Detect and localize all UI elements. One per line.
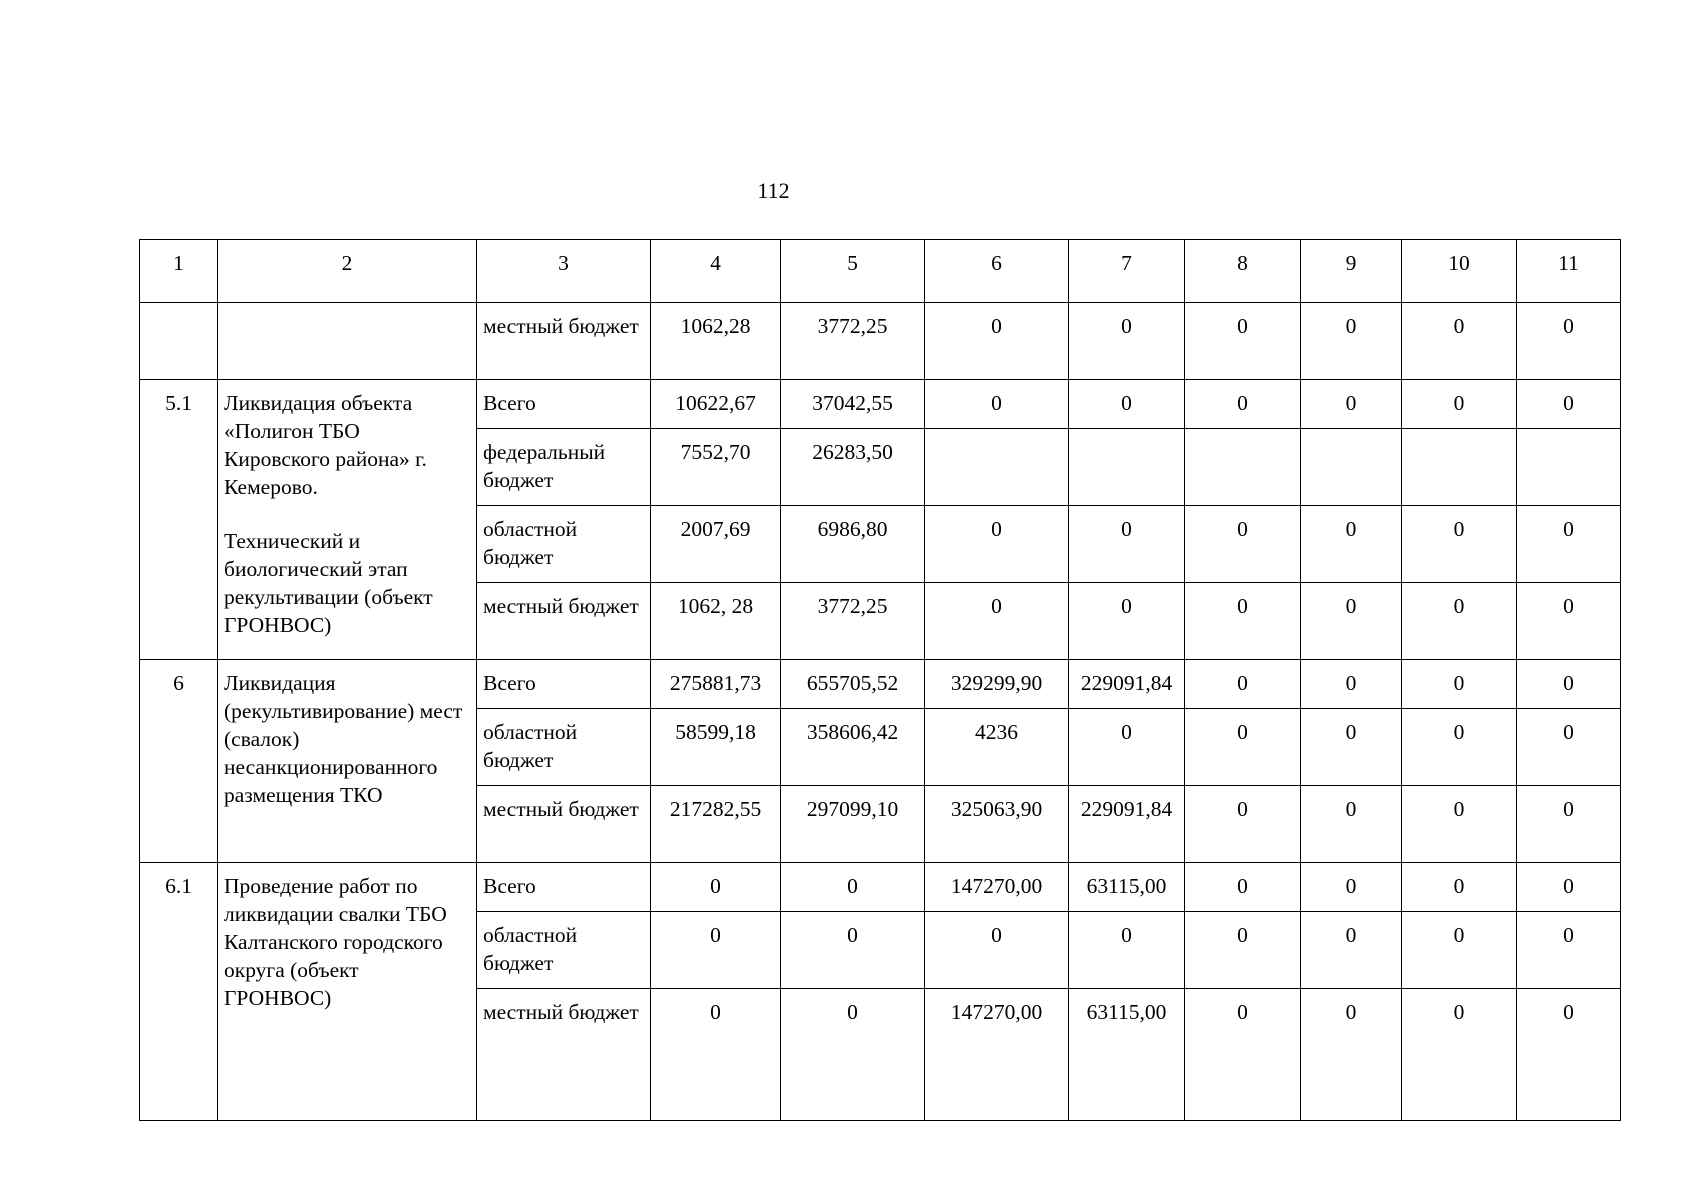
funding-source: областной бюджет [477, 709, 651, 786]
value-cell: 0 [1517, 380, 1621, 429]
item-name [218, 303, 477, 380]
table-row [140, 380, 1621, 429]
item-number: 6.1 [140, 863, 218, 1121]
value-cell: 655705,52 [781, 660, 925, 709]
value-cell: 0 [1517, 786, 1621, 863]
item-name-text: Ликвидация объекта «Полигон ТБО Кировского района» г. Кемерово. [224, 391, 427, 499]
value-cell: 0 [1517, 660, 1621, 709]
value-cell [925, 429, 1069, 506]
funding-source: Всего [477, 863, 651, 912]
header-cell: 5 [781, 240, 925, 303]
value-cell: 0 [1402, 303, 1517, 380]
value-cell: 2007,69 [651, 506, 781, 583]
value-cell: 1062,28 [651, 303, 781, 380]
header-cell: 6 [925, 240, 1069, 303]
value-cell [1402, 429, 1517, 506]
value-cell: 0 [1069, 303, 1185, 380]
header-cell: 11 [1517, 240, 1621, 303]
value-cell: 0 [1069, 709, 1185, 786]
value-cell: 0 [781, 912, 925, 989]
value-cell: 58599,18 [651, 709, 781, 786]
value-cell: 0 [1402, 380, 1517, 429]
value-cell: 0 [1517, 506, 1621, 583]
funding-source: областной бюджет [477, 506, 651, 583]
value-cell [1301, 429, 1402, 506]
table-row [140, 303, 1621, 380]
value-cell: 0 [1185, 709, 1301, 786]
value-cell: 0 [1185, 506, 1301, 583]
value-cell: 0 [925, 380, 1069, 429]
value-cell: 63115,00 [1069, 989, 1185, 1121]
value-cell [1069, 429, 1185, 506]
header-row [140, 240, 1621, 303]
page-number: 112 [757, 178, 790, 203]
header-cell: 1 [140, 240, 218, 303]
value-cell: 0 [651, 863, 781, 912]
value-cell: 0 [925, 583, 1069, 660]
value-cell: 0 [1402, 709, 1517, 786]
value-cell: 0 [1402, 583, 1517, 660]
value-cell: 10622,67 [651, 380, 781, 429]
header-cell: 4 [651, 240, 781, 303]
value-cell: 7552,70 [651, 429, 781, 506]
value-cell: 0 [1301, 303, 1402, 380]
table-row [140, 863, 1621, 912]
value-cell: 0 [1185, 786, 1301, 863]
value-cell: 0 [1301, 583, 1402, 660]
value-cell: 0 [1069, 912, 1185, 989]
value-cell: 0 [1185, 863, 1301, 912]
value-cell: 0 [1402, 506, 1517, 583]
value-cell: 0 [1301, 863, 1402, 912]
funding-source: местный бюджет [477, 303, 651, 380]
value-cell: 0 [1301, 709, 1402, 786]
value-cell: 0 [1517, 989, 1621, 1121]
value-cell: 0 [1069, 583, 1185, 660]
value-cell: 0 [781, 989, 925, 1121]
budget-table [139, 239, 1621, 1121]
item-number [140, 303, 218, 380]
header-cell: 3 [477, 240, 651, 303]
value-cell: 0 [1402, 912, 1517, 989]
value-cell: 0 [1402, 660, 1517, 709]
value-cell: 0 [1301, 660, 1402, 709]
value-cell: 0 [1517, 863, 1621, 912]
value-cell: 0 [781, 863, 925, 912]
header-cell: 9 [1301, 240, 1402, 303]
value-cell: 0 [1185, 660, 1301, 709]
header-cell: 8 [1185, 240, 1301, 303]
item-name-extra: Технический и биологический этап рекультивации (объект ГРОНВОС) [224, 529, 433, 637]
value-cell: 0 [1185, 380, 1301, 429]
value-cell: 6986,80 [781, 506, 925, 583]
value-cell: 3772,25 [781, 583, 925, 660]
value-cell: 0 [1185, 912, 1301, 989]
value-cell: 358606,42 [781, 709, 925, 786]
funding-source: местный бюджет [477, 786, 651, 863]
value-cell: 0 [1301, 989, 1402, 1121]
value-cell: 329299,90 [925, 660, 1069, 709]
value-cell: 0 [1301, 912, 1402, 989]
value-cell: 0 [1185, 583, 1301, 660]
value-cell: 0 [1069, 506, 1185, 583]
value-cell: 0 [1402, 786, 1517, 863]
item-name-text: Ликвидация (рекультивирование) мест (свалок) несанкционированного размещения ТКО [224, 671, 463, 807]
value-cell: 26283,50 [781, 429, 925, 506]
value-cell: 0 [1185, 303, 1301, 380]
item-name [218, 380, 477, 660]
value-cell: 0 [925, 912, 1069, 989]
value-cell: 229091,84 [1069, 660, 1185, 709]
value-cell: 1062, 28 [651, 583, 781, 660]
header-cell: 2 [218, 240, 477, 303]
value-cell: 0 [925, 506, 1069, 583]
value-cell: 0 [1069, 380, 1185, 429]
item-name [218, 863, 477, 1121]
value-cell: 0 [1185, 989, 1301, 1121]
funding-source: областной бюджет [477, 912, 651, 989]
value-cell: 4236 [925, 709, 1069, 786]
value-cell: 0 [1402, 863, 1517, 912]
table-row [140, 660, 1621, 709]
value-cell: 229091,84 [1069, 786, 1185, 863]
value-cell: 325063,90 [925, 786, 1069, 863]
item-number: 5.1 [140, 380, 218, 660]
value-cell: 217282,55 [651, 786, 781, 863]
item-name-text: Проведение работ по ликвидации свалки ТБО Калтанского городского округа (объект ГРОНВОС) [224, 874, 447, 1010]
funding-source: местный бюджет [477, 989, 651, 1121]
funding-source: федеральный бюджет [477, 429, 651, 506]
value-cell: 0 [1517, 912, 1621, 989]
value-cell: 0 [651, 989, 781, 1121]
value-cell: 0 [1517, 303, 1621, 380]
value-cell: 147270,00 [925, 863, 1069, 912]
value-cell: 3772,25 [781, 303, 925, 380]
value-cell: 0 [1517, 709, 1621, 786]
value-cell: 0 [1301, 786, 1402, 863]
item-name [218, 660, 477, 863]
value-cell: 0 [1517, 583, 1621, 660]
funding-source: Всего [477, 660, 651, 709]
value-cell: 63115,00 [1069, 863, 1185, 912]
value-cell: 0 [925, 303, 1069, 380]
value-cell: 275881,73 [651, 660, 781, 709]
value-cell: 37042,55 [781, 380, 925, 429]
value-cell: 0 [1301, 506, 1402, 583]
header-cell: 10 [1402, 240, 1517, 303]
value-cell: 147270,00 [925, 989, 1069, 1121]
value-cell: 0 [651, 912, 781, 989]
value-cell [1185, 429, 1301, 506]
value-cell: 0 [1402, 989, 1517, 1121]
value-cell [1517, 429, 1621, 506]
funding-source: местный бюджет [477, 583, 651, 660]
header-cell: 7 [1069, 240, 1185, 303]
value-cell: 0 [1301, 380, 1402, 429]
value-cell: 297099,10 [781, 786, 925, 863]
item-number: 6 [140, 660, 218, 863]
funding-source: Всего [477, 380, 651, 429]
